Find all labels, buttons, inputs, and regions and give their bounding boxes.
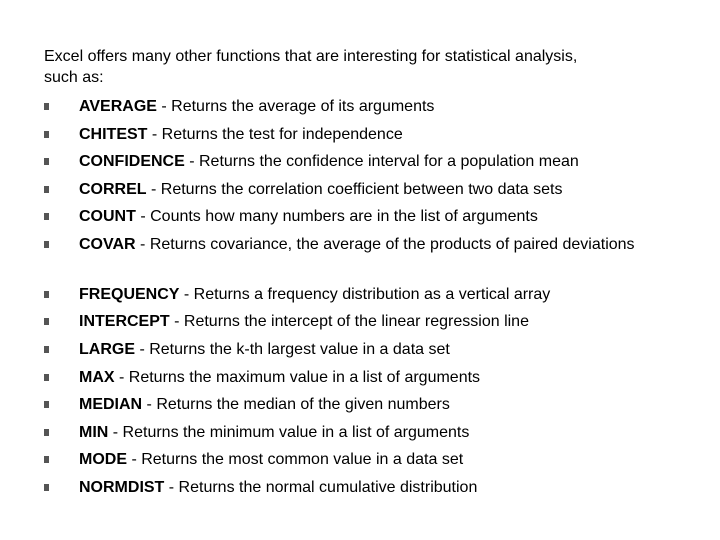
intro-line-2: such as:: [44, 69, 104, 86]
function-description: - Returns the confidence interval for a population mean: [184, 153, 579, 170]
function-name: LARGE: [79, 341, 135, 358]
item-text: [79, 311, 679, 332]
function-name: CHITEST: [79, 126, 148, 143]
function-description: - Returns the most common value in a data set: [127, 451, 464, 468]
item-text: [79, 449, 679, 470]
function-name: INTERCEPT: [79, 313, 170, 330]
function-name: FREQUENCY: [79, 286, 180, 303]
item-text: [79, 234, 679, 255]
item-text: [79, 339, 679, 360]
function-name: NORMDIST: [79, 479, 165, 496]
bullet-icon: [44, 131, 49, 138]
bullet-icon: [44, 241, 49, 248]
function-description: - Returns covariance, the average of the products of paired deviations: [135, 236, 635, 253]
intro-line-1: Excel offers many other functions that are interesting for statistical analysis,: [44, 48, 578, 65]
item-text: [79, 284, 679, 305]
bullet-icon: [44, 158, 49, 165]
item-text: [79, 206, 679, 227]
bullet-icon: [44, 186, 49, 193]
function-description: - Returns the minimum value in a list of arguments: [108, 424, 470, 441]
bullet-icon: [44, 103, 49, 110]
bullet-icon: [44, 318, 49, 325]
function-name: AVERAGE: [79, 98, 157, 115]
function-description: - Returns the average of its arguments: [156, 98, 435, 115]
function-description: - Counts how many numbers are in the list of arguments: [135, 208, 538, 225]
bullet-icon: [44, 213, 49, 220]
item-text: [79, 422, 679, 443]
function-name: COUNT: [79, 208, 136, 225]
bullet-icon: [44, 484, 49, 491]
item-text: [79, 477, 679, 498]
bullet-icon: [44, 291, 49, 298]
bullet-icon: [44, 346, 49, 353]
function-description: - Returns the correlation coefficient between two data sets: [146, 181, 563, 198]
function-description: - Returns a frequency distribution as a vertical array: [179, 286, 551, 303]
function-description: - Returns the maximum value in a list of arguments: [114, 369, 481, 386]
function-description: - Returns the normal cumulative distribution: [164, 479, 478, 496]
function-name: CORREL: [79, 181, 147, 198]
item-text: [79, 394, 679, 415]
bullet-icon: [44, 429, 49, 436]
item-text: [79, 367, 679, 388]
function-description: - Returns the median of the given numbers: [142, 396, 450, 413]
function-description: - Returns the k-th largest value in a data set: [135, 341, 450, 358]
item-text: [79, 124, 679, 145]
function-name: MEDIAN: [79, 396, 143, 413]
function-name: MODE: [79, 451, 127, 468]
function-name: MIN: [79, 424, 109, 441]
function-description: - Returns the test for independence: [147, 126, 403, 143]
item-text: [79, 151, 679, 172]
function-name: CONFIDENCE: [79, 153, 185, 170]
function-name: MAX: [79, 369, 115, 386]
function-name: COVAR: [79, 236, 136, 253]
item-text: [79, 96, 679, 117]
item-text: [79, 179, 679, 200]
bullet-icon: [44, 456, 49, 463]
bullet-icon: [44, 374, 49, 381]
function-description: - Returns the intercept of the linear regression line: [169, 313, 529, 330]
bullet-icon: [44, 401, 49, 408]
